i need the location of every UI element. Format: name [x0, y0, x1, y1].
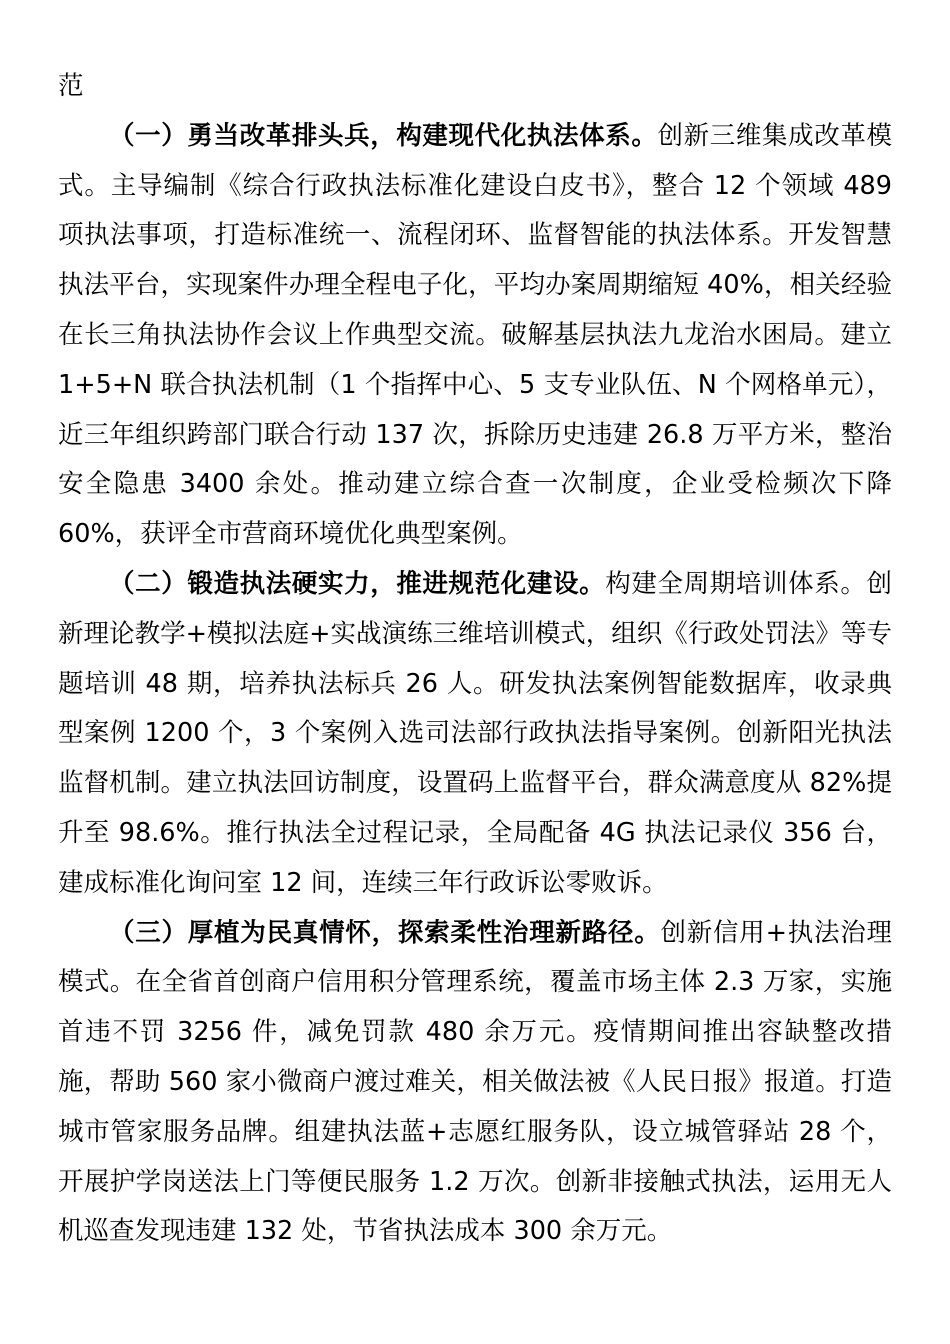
section-2-body: 构建全周期培训体系。创新理论教学+模拟法庭+实战演练三维培训模式，组织《行政处罚法》等专题培训 48 期，培养执法标兵 26 人。研发执法案例智能数据库，收录典型案例 1200 个，3 个案例入选司法部行政执法指导案例。创新阳光执法监督机制。建立执法回访制度，设置码上监督平台，群众满意度从 82%提升至 98.6%。推行执法全过程记录，全局配备 4G 执法记录仪 356 台，建成标准化询问室 12 间，连续三年行政诉讼零败诉。	[58, 568, 892, 898]
section-3-body: 创新信用+执法治理模式。在全省首创商户信用积分管理系统，覆盖市场主体 2.3 万家，实施首违不罚 3256 件，减免罚款 480 余万元。疫情期间推出容缺整改措施，帮助 560 家小微商户渡过难关，相关做法被《人民日报》报道。打造城市管家服务品牌。组建执法蓝+志愿红服务队，设立城管驿站 28 个，开展护学岗送法上门等便民服务 1.2 万次。创新非接触式执法，运用无人机巡查发现违建 132 处，节省执法成本 300 余万元。	[58, 917, 892, 1247]
section-2-paragraph	[58, 560, 892, 909]
continuation-text: 范	[58, 71, 84, 101]
section-3-paragraph	[58, 909, 892, 1258]
section-1-paragraph	[58, 112, 892, 560]
section-2-heading: （二）锻造执法硬实力，推进规范化建设。	[109, 568, 606, 599]
section-1-body: 创新三维集成改革模式。主导编制《综合行政执法标准化建设白皮书》，整合 12 个领域 489 项执法事项，打造标准统一、流程闭环、监督智能的执法体系。开发智慧执法平台，实现案件办理全程电子化，平均办案周期缩短 40%，相关经验在长三角执法协作会议上作典型交流。破解基层执法九龙治水困局。建立 1+5+N 联合执法机制（1 个指挥中心、5 支专业队伍、N 个网格单元），近三年组织跨部门联合行动 137 次，拆除历史违建 26.8 万平方米，整治安全隐患 3400 余处。推动建立综合查一次制度，企业受检频次下降 60%，获评全市营商环境优化典型案例。	[58, 120, 892, 550]
document-body	[58, 62, 892, 1257]
section-3-heading: （三）厚植为民真情怀，探索柔性治理新路径。	[109, 917, 661, 948]
section-1-heading: （一）勇当改革排头兵，构建现代化执法体系。	[109, 120, 658, 151]
